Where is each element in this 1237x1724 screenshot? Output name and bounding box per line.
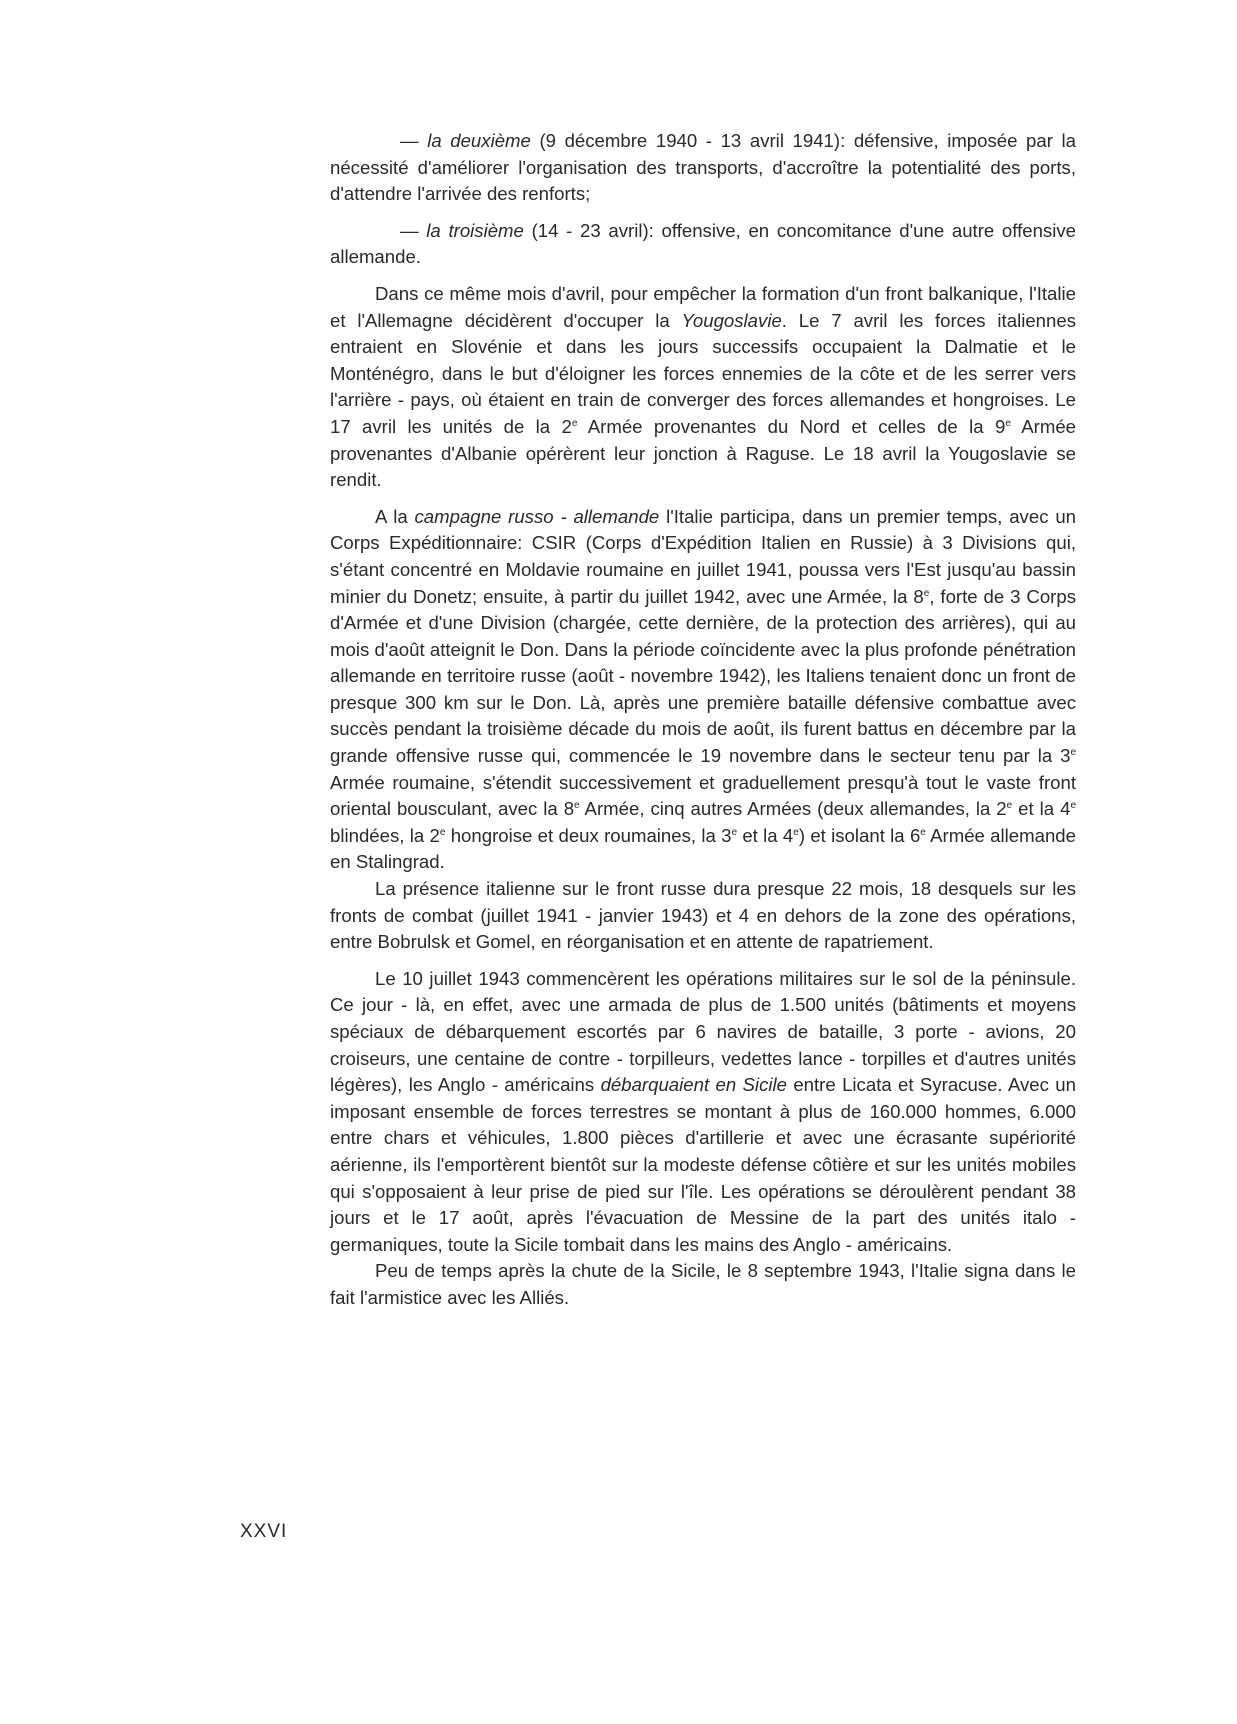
superscript: e <box>439 826 446 838</box>
text-run: Armée roumaine, s'étendit successivement et graduellement presqu'à tout le vaste front oriental bousculant, avec la 8 <box>330 771 1076 820</box>
text-run: Armée allemande en Stalingrad. <box>330 824 1076 873</box>
text-run: Armée, cinq autres Armées (deux allemandes, la 2 <box>579 798 1007 820</box>
paragraph-campagne-russe <box>330 504 1076 876</box>
text-run: Le 10 juillet 1943 commencèrent les opérations militaires sur le sol de la péninsule. Ce jour - là, en effet, avec une armada de plus de 1.500 unités (bâtiments et moyens spéciaux de débarquement escortés par 6 navires de bataille, 3 porte - avions, 20 croiseurs, une centaine de contre - torpilleurs, vedettes lance - torpilles et d'autres unités légères), les Anglo - américains <box>330 967 1076 1096</box>
text-run: entre Licata et Syracuse. Avec un imposant ensemble de forces terrestres se montant à plus de 160.000 hommes, 6.000 entre chars et véhicules, 1.800 pièces d'artillerie et avec une écrasante supériorité aérienne, ils l'emportèrent bientôt sur la modeste défense côtière et sur les unités mobiles qui s'opposaient à leur prise de pied sur l'île. Les opérations se déroulèrent pendant 38 jours et le 17 août, après l'évacuation de Messine de la part des unités italo - germaniques, toute la Sicile tombait dans les mains des Anglo - américains. <box>330 1074 1076 1255</box>
text-run: A la <box>375 505 415 527</box>
dash: — <box>400 130 428 151</box>
text-run: (14 - 23 avril): offensive, en concomitance d'une autre offensive allemande. <box>330 219 1077 268</box>
italic-phrase: débarquaient en Sicile <box>600 1074 787 1096</box>
superscript: e <box>571 417 578 429</box>
text-run: Armée provenantes d'Albanie opérèrent leur jonction à Raguse. Le 18 avril la Yougoslavie se rendit. <box>330 415 1076 491</box>
text-run: Dans ce même mois d'avril, pour empêcher la formation d'un front balkanique, l'Italie et l'Allemagne décidèrent d'occuper la <box>330 282 1076 331</box>
superscript: e <box>1005 417 1011 429</box>
paragraph-sicile <box>330 966 1076 1259</box>
page-body <box>330 128 1076 1312</box>
dash: — <box>400 219 427 241</box>
italic-phrase: la deuxième <box>427 130 531 151</box>
page-number: XXVI <box>240 1521 288 1542</box>
superscript: e <box>1070 747 1076 759</box>
italic-phrase: campagne russo - allemande <box>414 505 660 527</box>
text-run: . Le 7 avril les forces italiennes entraient en Slovénie et dans les jours successifs occupaient la Dalmatie et le Monténégro, dans le but d'éloigner les forces ennemies de la côte et de les serrer vers l'arrière - pays, où étaient en train de converger des forces allemandes et hongroises. Le 17 avril les unités de la 2 <box>330 309 1076 437</box>
text-run: hongroise et deux roumaines, la 3 <box>445 824 732 846</box>
text-run: blindées, la 2 <box>330 824 440 846</box>
paragraph-deuxieme <box>330 128 1076 208</box>
italic-phrase: Yougoslavie <box>681 309 782 331</box>
paragraph-yougoslavie <box>330 281 1076 494</box>
text-run: l'Italie participa, dans un premier temps, avec un Corps Expéditionnaire: CSIR (Corps d'Expédition Italien en Russie) à 3 Divisions qui, s'étant concentré en Moldavie roumaine en juillet 1941, poussa vers l'Est jusqu'au bassin minier du Donetz; ensuite, à partir du juillet 1942, avec une Armée, la 8 <box>330 505 1076 607</box>
text-run: et la 4 <box>1012 798 1071 820</box>
superscript: e <box>923 587 930 599</box>
text-run: et la 4 <box>737 824 794 846</box>
paragraph-presence-italienne: La présence italienne sur le front russe dura presque 22 mois, 18 desquels sur les fronts de combat (juillet 1941 - janvier 1943) et 4 en dehors de la zone des opérations, entre Bobrulsk et Gomel, en réorganisation et en attente de rapatriement. <box>330 878 1076 953</box>
superscript: e <box>731 826 738 838</box>
text-run: ) et isolant la 6 <box>798 824 921 846</box>
text-run: Armée provenantes du Nord et celles de la 9 <box>577 415 1006 437</box>
text-run: (9 décembre 1940 - 13 avril 1941): défensive, imposée par la nécessité d'améliorer l'organisation des transports, d'accroître la potentialité des ports, d'attendre l'arrivée des renforts; <box>330 130 1076 205</box>
superscript: e <box>793 826 799 838</box>
superscript: e <box>574 800 580 812</box>
superscript: e <box>1006 800 1013 812</box>
superscript: e <box>920 826 926 838</box>
paragraph-armistice: Peu de temps après la chute de la Sicile, le 8 septembre 1943, l'Italie signa dans le fait l'armistice avec les Alliés. <box>330 1260 1076 1308</box>
paragraph-troisieme <box>330 218 1076 271</box>
text-run: , forte de 3 Corps d'Armée et d'une Division (chargée, cette dernière, de la protection des arrières), qui au mois d'août atteignit le Don. Dans la période coïncidente avec la plus profonde pénétration allemande en territoire russe (août - novembre 1942), les Italiens tenaient donc un front de presque 300 km sur le Don. Là, après une première bataille défensive combattue avec succès pendant la troisième décade du mois de août, ils furent battus en décembre par la grande offensive russe qui, commencée le 19 novembre dans le secteur tenu par la 3 <box>330 585 1076 767</box>
italic-phrase: la troisième <box>426 219 524 241</box>
superscript: e <box>1070 800 1076 812</box>
